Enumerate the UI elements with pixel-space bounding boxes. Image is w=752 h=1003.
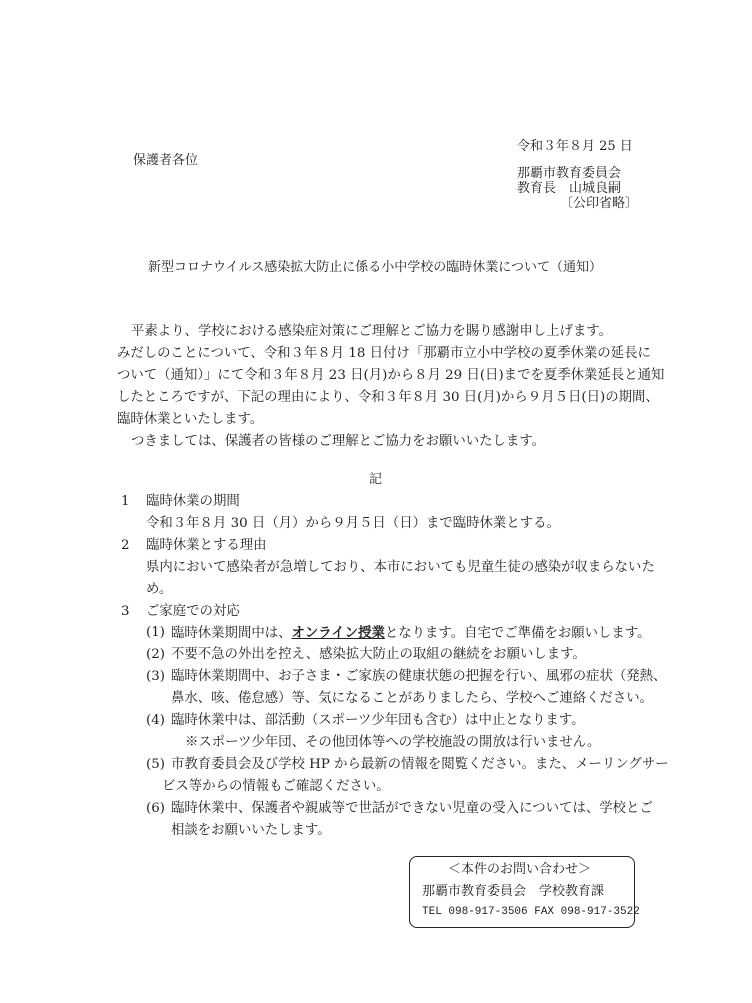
notice-date: 令和３年８月 25 日 [517, 139, 633, 154]
addressee: 保護者各位 [133, 153, 199, 168]
response-text: 不要不急の外出を控え、感染拡大防止の取組の継続をお願いします。 [171, 647, 586, 662]
inquiry-title: ＜本件のお問い合わせ＞ [448, 862, 592, 877]
sender-org: 那覇市教育委員会 [517, 166, 622, 181]
response-text: 臨時休業期間中、お子さま・ご家族の健康状態の把握を行い、風邪の症状（発熱、 [171, 669, 667, 684]
page-title: 新型コロナウイルス感染拡大防止に係る小中学校の臨時休業について（通知） [148, 260, 602, 275]
section-text: 県内において感染者が急増しており、本市においても児童生徒の感染が収まらないた [146, 560, 655, 575]
inquiry-org: 那覇市教育委員会 学校教育課 [422, 884, 605, 899]
response-note: ※スポーツ少年団、その他団体等への学校施設の開放は行いません。 [185, 735, 601, 750]
section-number: 3 [121, 604, 130, 619]
response-number: (1) [146, 625, 165, 640]
seal-note: 〔公印省略〕 [560, 196, 639, 211]
section-text: 令和３年８月 30 日（月）から９月５日（日）まで臨時休業とする。 [146, 516, 560, 531]
response-number: (4) [146, 713, 165, 728]
intro-line: つきましては、保護者の皆様のご理解とご協力をお願いいたします。 [131, 434, 546, 449]
response-number: (5) [146, 757, 165, 772]
inquiry-contact: TEL 098-917-3506 FAX 098-917-3522 [422, 906, 640, 918]
response-text: 鼻水、咳、倦怠感）等、気になることがありましたら、学校へご連絡ください。 [171, 691, 654, 706]
section-text: め。 [146, 582, 173, 597]
response-text: ビス等からの情報もご確認ください。 [162, 779, 390, 794]
response-number: (6) [146, 801, 165, 816]
intro-line: 平素より、学校における感染症対策にご理解とご協力を賜り感謝申し上げます。 [131, 324, 612, 339]
response-text: 市教育委員会及び学校 HP から最新の情報を閲覧ください。また、メーリングサー [171, 757, 669, 772]
response-text: となります。自宅でご準備をお願いします。 [384, 626, 651, 641]
section-heading: ご家庭での対応 [146, 604, 240, 619]
section-number: 1 [121, 494, 130, 509]
online-class-emphasis: オンライン授業 [291, 625, 385, 641]
response-item-1 [171, 622, 651, 645]
response-number: (2) [146, 647, 165, 662]
response-text: 臨時休業期間中は、 [171, 626, 292, 641]
response-text: 臨時休業中は、部活動（スポーツ少年団も含む）は中止となります。 [171, 713, 585, 728]
ki-marker: 記 [369, 472, 383, 487]
intro-line: ついて（通知）」にて令和３年８月 23 日(月)から８月 29 日(日)までを夏季休業延長と通知 [117, 368, 665, 383]
response-number: (3) [146, 669, 165, 684]
response-text: 臨時休業中、保護者や親戚等で世話ができない児童の受入については、学校とご [171, 801, 653, 816]
section-heading: 臨時休業とする理由 [146, 538, 267, 553]
intro-line: 臨時休業といたします。 [117, 412, 264, 427]
intro-line: したところですが、下記の理由により、令和３年８月 30 日(月)から９月５日(日)の期間、 [117, 390, 659, 405]
response-text: 相談をお願いいたします。 [171, 823, 331, 838]
section-heading: 臨時休業の期間 [146, 494, 240, 509]
inquiry-box [409, 856, 640, 928]
section-number: 2 [121, 538, 130, 553]
sender-name: 教育長 山城良嗣 [517, 181, 622, 196]
intro-line: みだしのことについて、令和３年８月 18 日付け「那覇市立小中学校の夏季休業の延長に [117, 346, 651, 361]
